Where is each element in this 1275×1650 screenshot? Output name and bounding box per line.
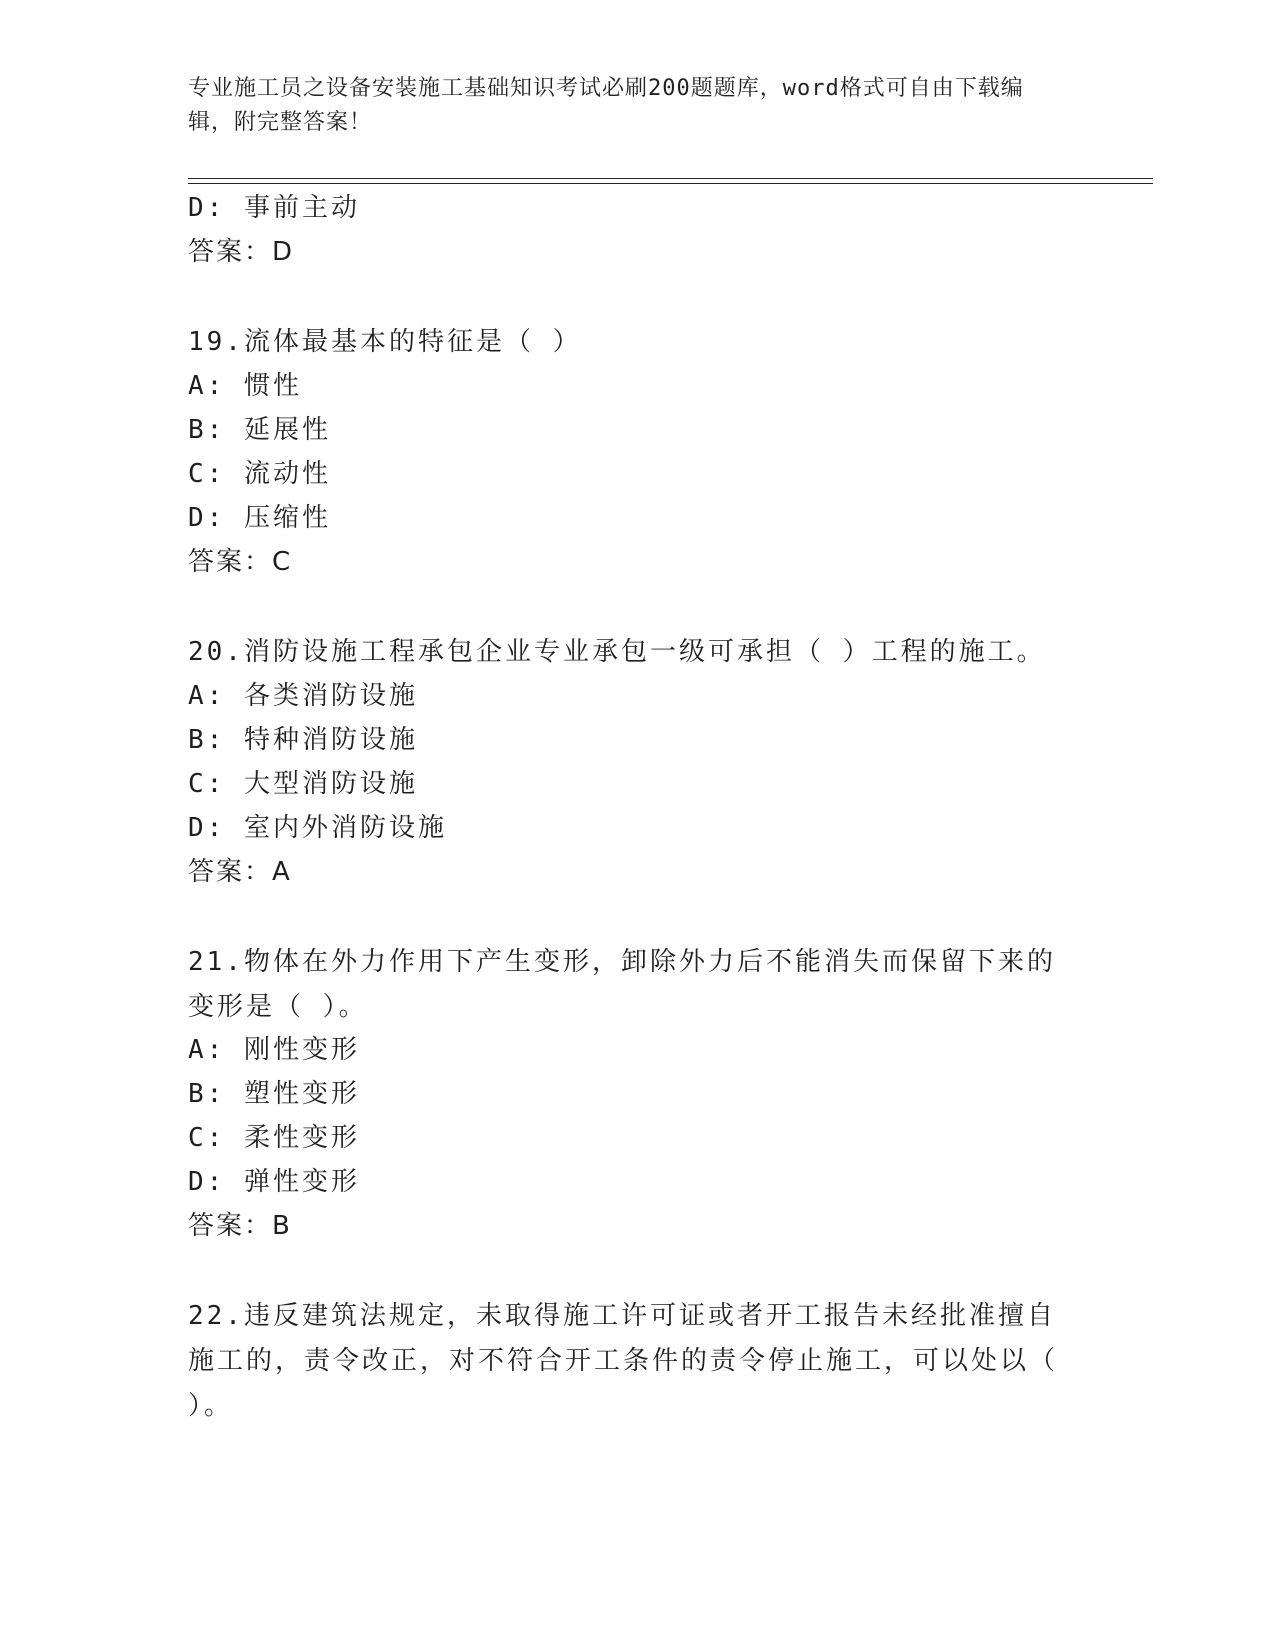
question-21-option-c: C: 柔性变形 (188, 1123, 360, 1153)
question-21-option-a: A: 刚性变形 (188, 1035, 360, 1065)
question-20-option-a: A: 各类消防设施 (188, 681, 418, 711)
question-20-answer: 答案：A (188, 857, 292, 887)
question-21-option-d: D: 弹性变形 (188, 1167, 360, 1197)
header-divider-top (188, 178, 1153, 179)
question-19-option-c: C: 流动性 (188, 459, 331, 489)
question-20-option-b: B: 特种消防设施 (188, 725, 418, 755)
question-19-option-b: B: 延展性 (188, 415, 331, 445)
question-19-option-a: A: 惯性 (188, 371, 302, 401)
answer-prev: 答案：D (188, 237, 295, 267)
option-d-prev: D: 事前主动 (188, 193, 360, 223)
question-20-option-d: D: 室内外消防设施 (188, 813, 447, 843)
question-21-option-b: B: 塑性变形 (188, 1079, 360, 1109)
question-21-answer: 答案：B (188, 1211, 292, 1241)
question-19: 19.流体最基本的特征是（ ） (188, 327, 582, 357)
document-header: 专业施工员之设备安装施工基础知识考试必刷200题题库，word格式可自由下载编辑，附完整答案！ (188, 76, 1024, 135)
question-20-option-c: C: 大型消防设施 (188, 769, 418, 799)
question-22: 22.违反建筑法规定，未取得施工许可证或者开工报告未经批准擅自施工的，责令改正，对不符合开工条件的责令停止施工，可以处以（ ）。 (188, 1301, 1059, 1421)
question-19-option-d: D: 压缩性 (188, 503, 331, 533)
question-20: 20.消防设施工程承包企业专业承包一级可承担（ ）工程的施工。 (188, 637, 1046, 667)
question-19-answer: 答案：C (188, 547, 293, 577)
header-divider-bottom (188, 183, 1153, 184)
question-21: 21.物体在外力作用下产生变形，卸除外力后不能消失而保留下来的变形是（ ）。 (188, 947, 1056, 1022)
